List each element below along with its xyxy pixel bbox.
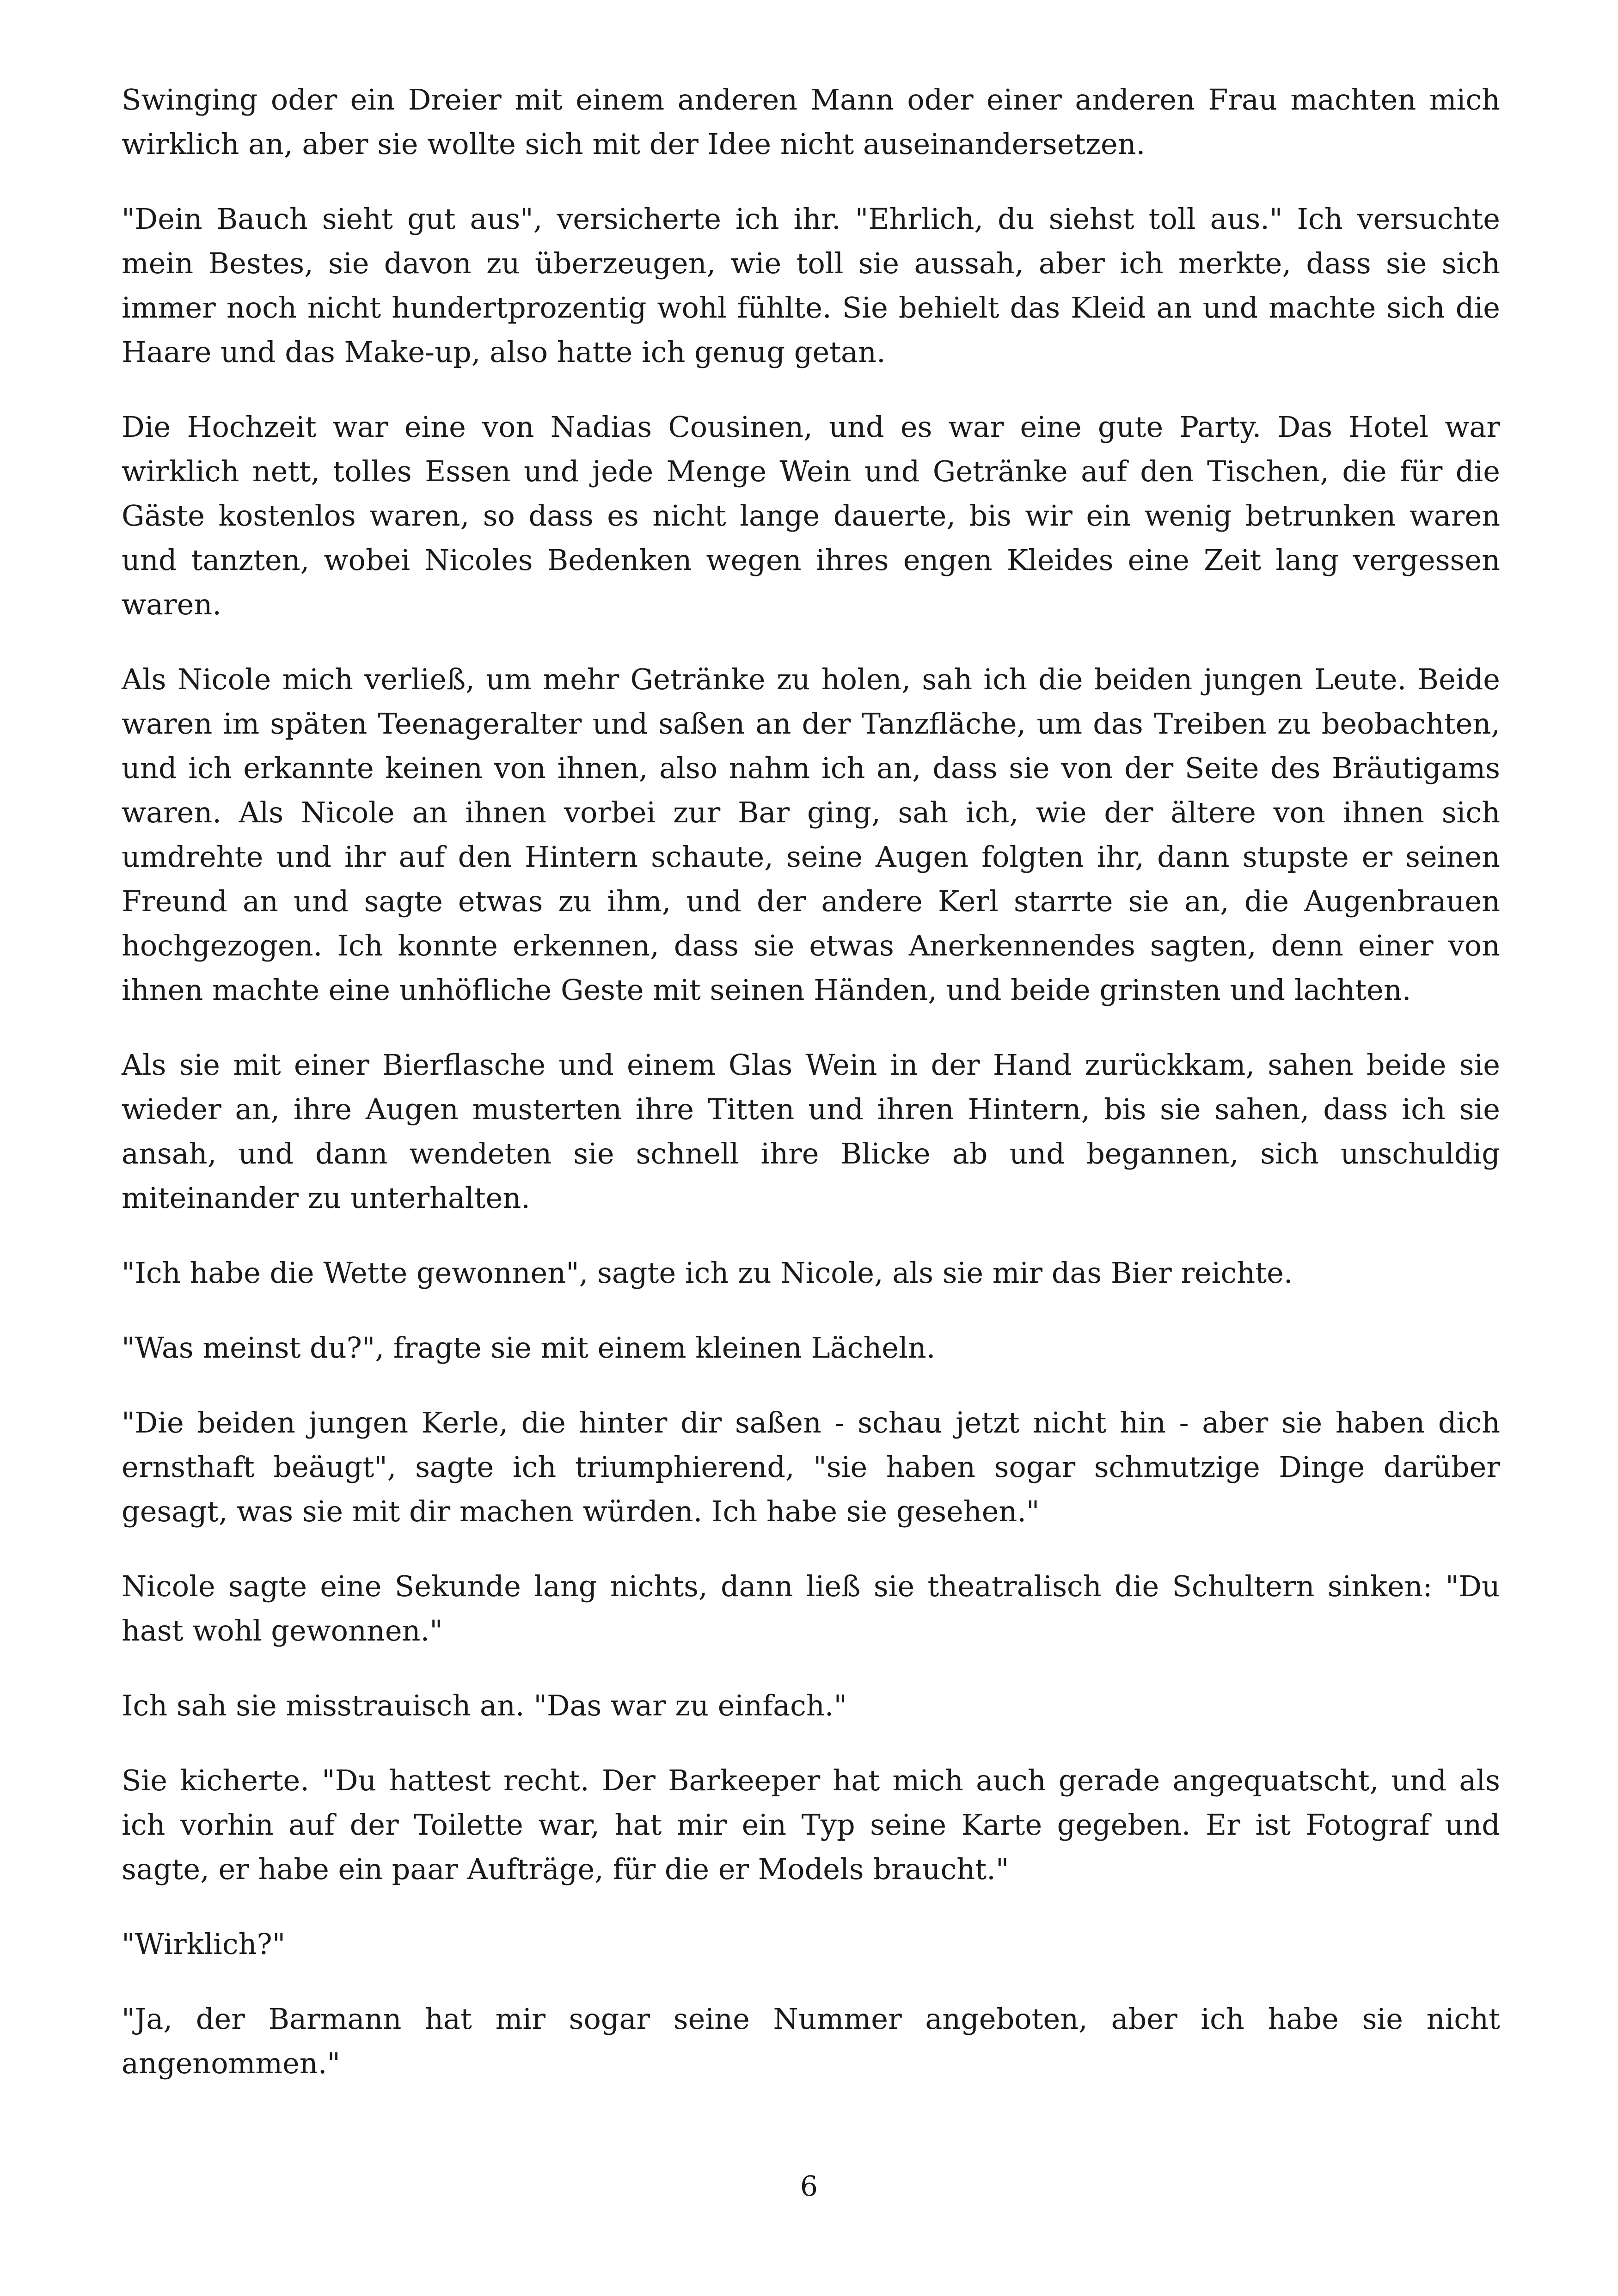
body-text <box>122 78 1500 2116</box>
paragraph: "Ja, der Barmann hat mir sogar seine Nummer angeboten, aber ich habe sie nicht angenommen." <box>122 2002 1500 2080</box>
paragraph: Swinging oder ein Dreier mit einem anderen Mann oder einer anderen Frau machten mich wirklich an, aber sie wollte sich mit der Idee nicht auseinandersetzen. <box>122 83 1500 161</box>
paragraph: Nicole sagte eine Sekunde lang nichts, dann ließ sie theatralisch die Schultern sinken: "Du hast wohl gewonnen." <box>122 1569 1500 1647</box>
paragraph: Die Hochzeit war eine von Nadias Cousinen, und es war eine gute Party. Das Hotel war wirklich nett, tolles Essen und jede Menge Wein und Getränke auf den Tischen, die für die Gäste kostenlos waren, so dass es nicht lange dauerte, bis wir ein wenig betrunken waren und tanzten, wobei Nicoles Bedenken wegen ihres engen Kleides eine Zeit lang vergessen waren. <box>122 410 1500 621</box>
paragraph: "Was meinst du?", fragte sie mit einem kleinen Lächeln. <box>122 1331 936 1365</box>
paragraph: "Dein Bauch sieht gut aus", versicherte ich ihr. "Ehrlich, du siehst toll aus." Ich versuchte mein Bestes, sie davon zu überzeugen, wie toll sie aussah, aber ich merkte, dass sie sich immer noch nicht hundertprozentig wohl fühlte. Sie behielt das Kleid an und machte sich die Haare und das Make-up, also hatte ich genug getan. <box>122 202 1500 369</box>
paragraph: Ich sah sie misstrauisch an. "Das war zu einfach." <box>122 1689 847 1722</box>
paragraph: Als Nicole mich verließ, um mehr Getränke zu holen, sah ich die beiden jungen Leute. Beide waren im späten Teenageralter und saßen an der Tanzfläche, um das Treiben zu beobachten, und ich erkannte keinen von ihnen, also nahm ich an, dass sie von der Seite des Bräutigams waren. Als Nicole an ihnen vorbei zur Bar ging, sah ich, wie der ältere von ihnen sich umdrehte und ihr auf den Hintern schaute, seine Augen folgten ihr, dann stupste er seinen Freund an und sagte etwas zu ihm, und der andere Kerl starrte sie an, die Augenbrauen hochgezogen. Ich konnte erkennen, dass sie etwas Anerkennendes sagten, denn einer von ihnen machte eine unhöfliche Geste mit seinen Händen, und beide grinsten und lachten. <box>122 662 1500 1007</box>
paragraph: "Wirklich?" <box>122 1927 286 1961</box>
paragraph: Sie kicherte. "Du hattest recht. Der Barkeeper hat mich auch gerade angequatscht, und als ich vorhin auf der Toilette war, hat mir ein Typ seine Karte gegeben. Er ist Fotograf und sagte, er habe ein paar Aufträge, für die er Models braucht." <box>122 1763 1500 1886</box>
page-number: 6 <box>800 2170 818 2203</box>
paragraph: "Ich habe die Wette gewonnen", sagte ich zu Nicole, als sie mir das Bier reichte. <box>122 1256 1293 1290</box>
paragraph: "Die beiden jungen Kerle, die hinter dir saßen - schau jetzt nicht hin - aber sie haben dich ernsthaft beäugt", sagte ich triumphierend, "sie haben sogar schmutzige Dinge darüber gesagt, was sie mit dir machen würden. Ich habe sie gesehen." <box>122 1406 1500 1528</box>
paragraph: Als sie mit einer Bierflasche und einem Glas Wein in der Hand zurückkam, sahen beide sie wieder an, ihre Augen musterten ihre Titten und ihren Hintern, bis sie sahen, dass ich sie ansah, und dann wendeten sie schnell ihre Blicke ab und begannen, sich unschuldig miteinander zu unterhalten. <box>122 1048 1500 1215</box>
